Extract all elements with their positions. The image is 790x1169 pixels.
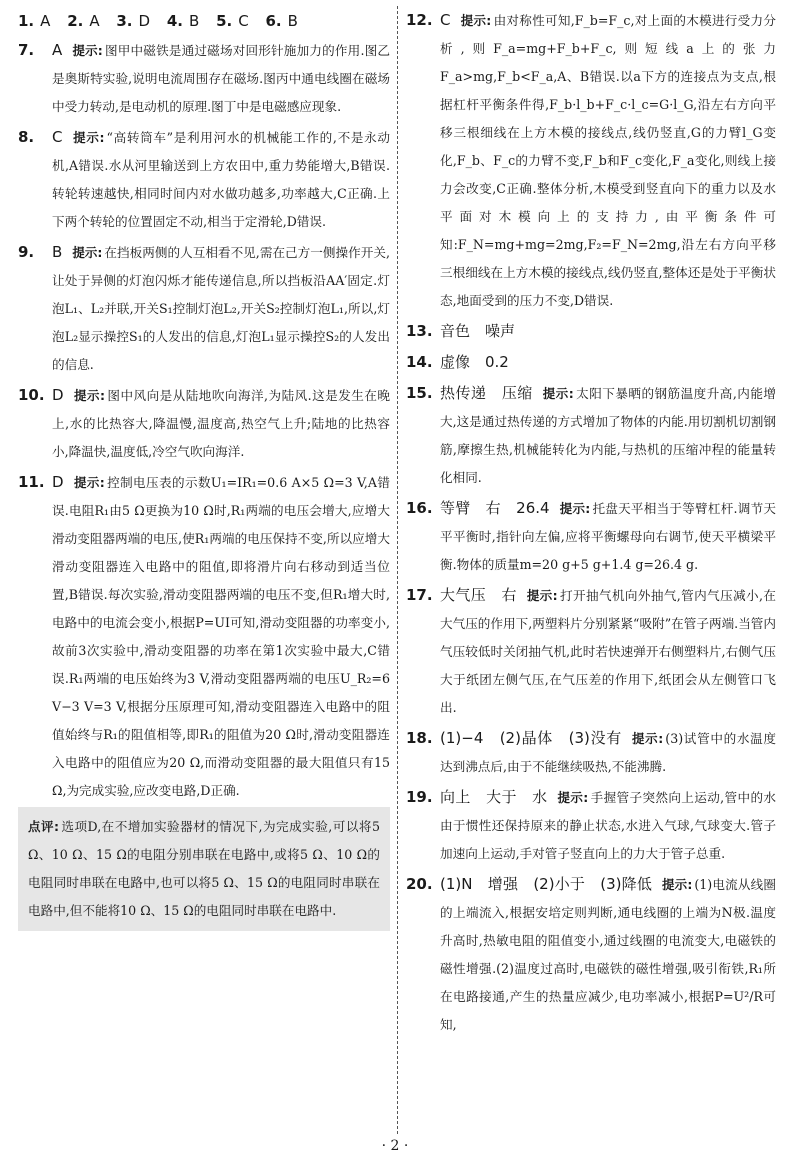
item-number: 10. — [18, 386, 45, 404]
item-number: 19. — [406, 788, 433, 806]
column-divider — [397, 6, 398, 1134]
hint-label: 提示: — [73, 475, 105, 490]
item-answer: A — [40, 12, 51, 30]
hint-label: 提示: — [542, 386, 574, 401]
item-number: 1. — [18, 12, 35, 30]
hint-text: (3)试管中的水温度达到沸点后,由于不能继续吸热,不能沸腾. — [440, 731, 777, 774]
hint-label: 提示: — [662, 877, 693, 892]
hint-text: “高转筒车”是利用河水的机械能工作的,不是永动机,A错误.水从河里输送到上方农田中,重力势能增大,B错误.转轮转速越快,相同时间内对水做功越多,功率越大,C正确.上下两个转轮的位置固定不动,相当于定滑轮,D错误. — [52, 130, 390, 229]
hint-label: 提示: — [72, 245, 103, 260]
item-answer: C — [440, 11, 451, 29]
item-answer: 虚像 0.2 — [440, 353, 509, 371]
comment-box — [18, 807, 390, 931]
answer-item-7 — [18, 36, 390, 121]
hint-label: 提示: — [72, 43, 103, 58]
item-answer: A — [89, 12, 100, 30]
item-number: 9. — [18, 243, 35, 261]
answer-item-11 — [18, 468, 390, 805]
item-answer: 音色 噪声 — [440, 322, 516, 340]
item-answer: D — [138, 12, 151, 30]
hint-text: 图甲中磁铁是通过磁场对回形针施加力的作用.图乙是奥斯特实验,说明电流周围存在磁场.图丙中通电线圈在磁场中受力转动,是电动机的原理.图丁中是电磁感应现象. — [52, 43, 390, 114]
answer-item-12 — [406, 6, 776, 315]
answer-item-10 — [18, 381, 390, 466]
page-number: · 2 · — [381, 1138, 409, 1154]
answer-item-16 — [406, 494, 776, 579]
answer-item-9 — [18, 238, 390, 379]
answer-item-17 — [406, 581, 776, 722]
item-answer: 等臂 右 26.4 — [440, 499, 550, 517]
item-answer: C — [52, 128, 63, 146]
item-number: 8. — [18, 128, 35, 146]
item-number: 3. — [116, 12, 133, 30]
item-number: 15. — [406, 384, 433, 402]
item-number: 13. — [406, 322, 433, 340]
left-column — [18, 6, 390, 931]
hint-label: 提示: — [559, 501, 591, 516]
hint-label: 提示: — [631, 731, 664, 746]
hint-text: 由对称性可知,F_b=F_c,对上面的木模进行受力分析,则F_a=mg+F_b+F_c,则短线a上的张力F_a>mg,F_b<F_a,A、B错误.以a下方的连接点为支点,根据杠杆平衡条件得,F_b·l_b+F_c·l_c=G·l_G,沿左右方向平移三根细线在上方木模的接线点,线仍竖直,G的力臂l_G变化,F_b、F_c的力臂不变,F_b和F_c变化,F_a变化,则线上接力会改变,C正确.整体分析,木模受到竖直向下的重力以及水平面对木模向上的支持力,由平衡条件可知:F_N=mg+mg=2mg,F₂=F_N=2mg,沿左右方向平移三根细线在上方木模的接线点,线仍竖直,整体还是处于平衡状态,地面受到的压力不变,D错误. — [440, 13, 776, 308]
item-number: 16. — [406, 499, 433, 517]
item-answer: 热传递 压缩 — [440, 384, 533, 402]
hint-text: 打开抽气机向外抽气,管内气压减小,在大气压的作用下,两塑料片分别紧紧“吸附”在管子两端.当管内气压较低时关闭抽气机,此时若快速弹开右侧塑料片,右侧气压大于纸团左侧气压,在气压差的作用下,纸团会从左侧管口飞出. — [440, 588, 776, 715]
item-number: 18. — [406, 729, 433, 747]
answer-item-8 — [18, 123, 390, 236]
item-number: 2. — [67, 12, 84, 30]
item-number: 12. — [406, 11, 433, 29]
hint-text: 在挡板两侧的人互相看不见,需在己方一侧操作开关,让处于异侧的灯泡闪烁才能传递信息,所以挡板沿AA′固定.灯泡L₁、L₂并联,开关S₁控制灯泡L₂,开关S₂控制灯泡L₁,所以,灯泡L₂显示操控S₁的人发出的信息,灯泡L₁显示操控S₂的人发出的信息. — [52, 245, 390, 372]
hint-text: 图中风向是从陆地吹向海洋,为陆风.这是发生在晚上,水的比热容大,降温慢,温度高,热空气上升;陆地的比热容小,降温快,温度低,冷空气吹向海洋. — [52, 388, 391, 459]
answer-item-15 — [406, 379, 776, 492]
item-answer: 大气压 右 — [440, 586, 517, 604]
answer-item-20 — [406, 870, 776, 1039]
item-number: 11. — [18, 473, 45, 491]
hint-text: 太阳下暴晒的钢筋温度升高,内能增大,这是通过热传递的方式增加了物体的内能.用切割机切割钢筋,摩擦生热,机械能转化为内能,与热机的压缩冲程的能量转化相同. — [440, 386, 776, 485]
hint-text: 手握管子突然向上运动,管中的水由于惯性还保持原来的静止状态,水进入气球,气球变大.管子加速向上运动,手对管子竖直向上的力大于管子总重. — [440, 790, 776, 861]
hint-label: 提示: — [460, 13, 492, 28]
comment-label: 点评: — [28, 819, 59, 834]
item-answer: (1)N 增强 (2)小于 (3)降低 — [440, 875, 652, 893]
item-number: 20. — [406, 875, 433, 893]
answer-item-19 — [406, 783, 776, 868]
item-answer: (1)−4 (2)晶体 (3)没有 — [440, 729, 622, 747]
answer-item-14 — [406, 348, 776, 377]
hint-text: 控制电压表的示数U₁=IR₁=0.6 A×5 Ω=3 V,A错误.电阻R₁由5 Ω更换为10 Ω时,R₁两端的电压会增大,应增大滑动变阻器两端的电压,使R₁两端的电压保持不变,所以应增大滑动变阻器连入电路中的阻值,即将滑片向右移动到适当位置,B错误.每次实验,滑动变阻器两端的电压不变,但R₁增大时,电路中的电流会变小,根据P=UI可知,滑动变阻器的功率变小,故前3次实验中,滑动变阻器的功率在第1次实验中最大,C错误.R₁两端的电压始终为3 V,滑动变阻器两端的电压U_R₂=6 V−3 V=3 V,根据分压原理可知,滑动变阻器连入电路中的阻值始终与R₁的阻值相等,即R₁的阻值为20 Ω时,滑动变阻器连入电路中的阻值应为20 Ω,而滑动变阻器的最大阻值只有15 Ω,为完成实验,应改变电路,D正确. — [52, 475, 391, 798]
item-number: 5. — [216, 12, 233, 30]
hint-text: (1)电流从线圈的上端流入,根据安培定则判断,通电线圈的上端为N极.温度升高时,热敏电阻的阻值变小,通过线圈的电流变大,电磁铁的磁性增强.(2)温度过高时,电磁铁的磁性增强,吸引衔铁,R₁所在电路接通,产生的热量应减少,电功率减小,根据P=U²/R可知, — [440, 877, 776, 1032]
hint-label: 提示: — [72, 130, 105, 145]
answer-item-13 — [406, 317, 776, 346]
item-answer: 向上 大于 水 — [440, 788, 548, 806]
right-column — [406, 6, 776, 1041]
item-answer: A — [52, 41, 63, 59]
item-answer: D — [52, 386, 64, 404]
comment-text: 选项D,在不增加实验器材的情况下,为完成实验,可以将5 Ω、10 Ω、15 Ω的电阻分别串联在电路中,或将5 Ω、10 Ω的电阻同时串联在电路中,也可以将5 Ω、15 Ω的电阻同时串联在电路中,但不能将10 Ω、15 Ω的电阻同时串联在电路中. — [28, 819, 381, 918]
item-answer: C — [238, 12, 249, 30]
item-number: 4. — [166, 12, 183, 30]
item-answer: B — [52, 243, 63, 261]
item-number: 6. — [265, 12, 282, 30]
item-answer: D — [52, 473, 64, 491]
item-answer: B — [189, 12, 200, 30]
item-number: 14. — [406, 353, 433, 371]
hint-label: 提示: — [557, 790, 589, 805]
answers-row-1-6 — [18, 6, 390, 36]
item-number: 7. — [18, 41, 35, 59]
item-answer: B — [287, 12, 298, 30]
hint-label: 提示: — [73, 388, 105, 403]
hint-label: 提示: — [526, 588, 558, 603]
hint-text: 托盘天平相当于等臂杠杆.调节天平平衡时,指针向左偏,应将平衡螺母向右调节,使天平横梁平衡.物体的质量m=20 g+5 g+1.4 g=26.4 g. — [440, 501, 776, 572]
item-number: 17. — [406, 586, 433, 604]
answer-item-18 — [406, 724, 776, 781]
